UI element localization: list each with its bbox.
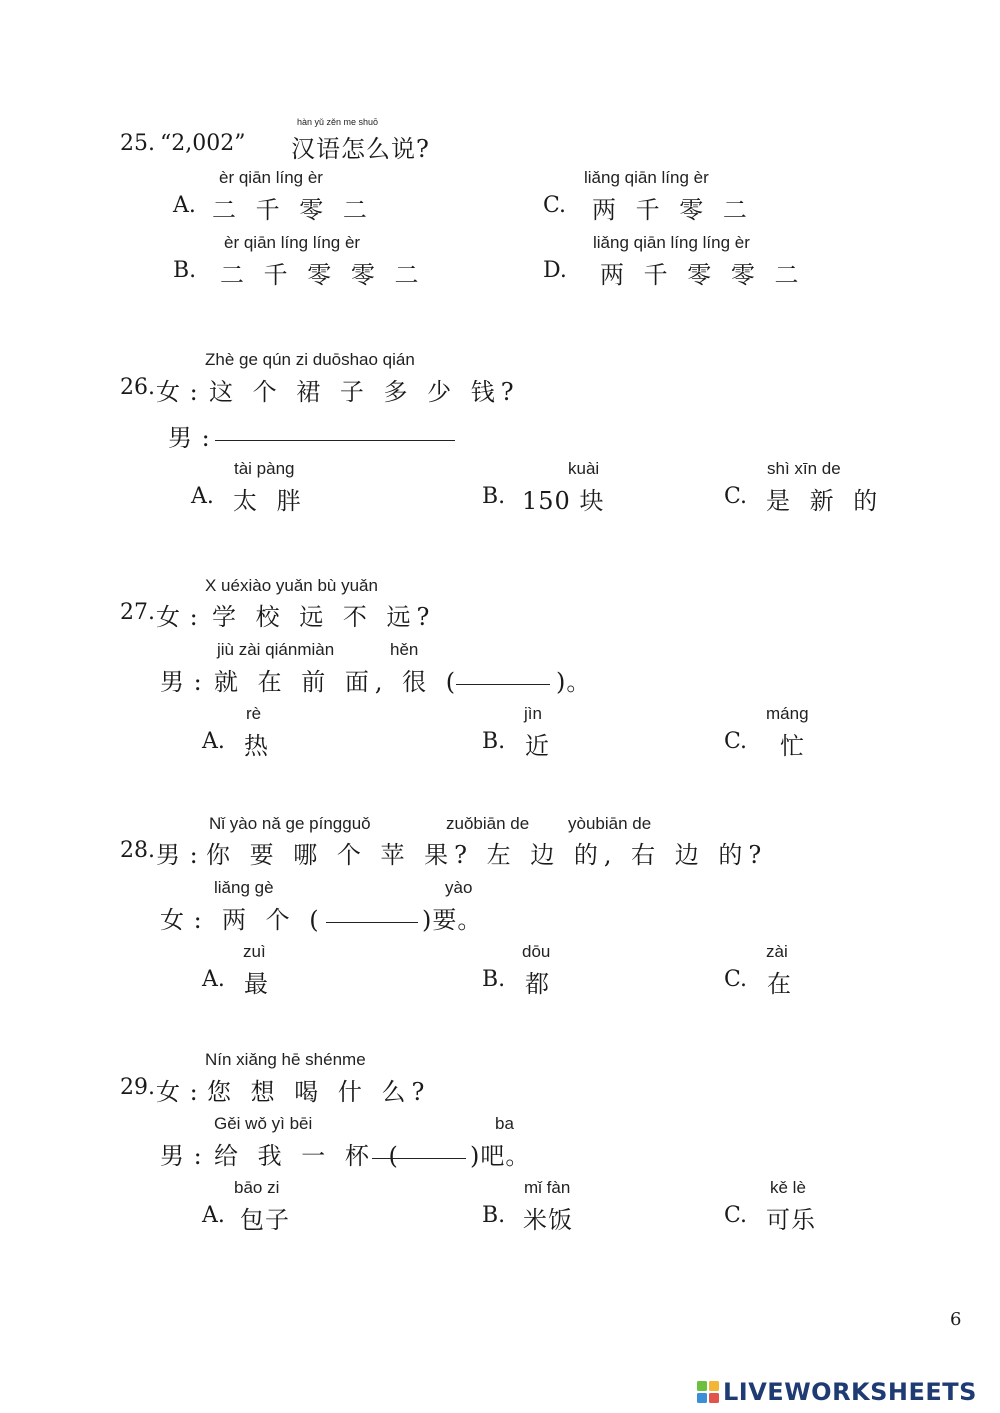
q26-option-b-text[interactable]: 150 块	[522, 487, 605, 515]
q29-line1-pinyin: Nín xiǎng hē shénme	[205, 1050, 366, 1069]
q27-option-c-label[interactable]: C.	[724, 729, 748, 754]
q28-option-a-label[interactable]: A.	[202, 967, 225, 992]
q26-line2-speaker: 男 :	[168, 424, 211, 452]
q26-answer-blank[interactable]	[215, 418, 455, 441]
q25-option-a-label[interactable]: A.	[173, 193, 196, 218]
q26-option-c-text[interactable]: 是 新 的	[766, 487, 884, 515]
q27-option-c-pinyin: máng	[766, 704, 809, 723]
q26-option-b-pinyin: kuài	[568, 459, 600, 478]
q29-line1-speaker: 女 :	[156, 1078, 199, 1106]
q27-option-c-text[interactable]: 忙	[780, 732, 810, 760]
q26-line1-speaker: 女 :	[156, 378, 199, 406]
liveworksheets-badge-icon	[697, 1381, 719, 1403]
q25-option-d-text[interactable]: 两 千 零 零 二	[600, 261, 805, 289]
q28-option-c-label[interactable]: C.	[724, 967, 748, 992]
q26-line1-pinyin: Zhè ge qún zi duōshao qián	[205, 350, 415, 369]
q25-quote: “2,002”	[160, 131, 246, 156]
q25-option-a-pinyin: èr qiān líng èr	[219, 168, 323, 187]
q26-option-a-label[interactable]: A.	[191, 484, 214, 509]
q29-option-b-text[interactable]: 米饭	[523, 1206, 573, 1234]
q27-line2-pinyin-b: hěn	[390, 640, 419, 659]
q25-option-d-pinyin: liǎng qiān líng líng èr	[593, 233, 750, 252]
q25-question-text: 汉语怎么说?	[291, 135, 430, 163]
q28-option-b-label[interactable]: B.	[482, 967, 506, 992]
q27-line2-text-b: )。	[556, 668, 592, 696]
q25-option-c-label[interactable]: C.	[543, 193, 567, 218]
q28-answer-blank[interactable]	[326, 900, 418, 923]
q25-number: 25.	[120, 131, 155, 156]
q27-option-b-text[interactable]: 近	[525, 732, 555, 760]
q25-option-b-label[interactable]: B.	[173, 258, 197, 283]
q26-option-a-pinyin: tài pàng	[234, 459, 295, 478]
page-number: 6	[950, 1309, 962, 1330]
q26-line1-text: 这 个 裙 子 多 少 钱?	[209, 378, 520, 406]
q27-line2-speaker: 男 :	[160, 668, 203, 696]
q29-option-a-label[interactable]: A.	[202, 1203, 225, 1228]
q28-line2-pinyin-a: liǎng gè	[214, 878, 274, 897]
liveworksheets-logo[interactable]	[697, 1378, 977, 1406]
q25-option-b-pinyin: èr qiān líng líng èr	[224, 233, 361, 252]
q29-option-c-label[interactable]: C.	[724, 1203, 748, 1228]
q29-line2-pinyin-a: Gěi wǒ yì bēi	[214, 1114, 313, 1133]
q26-option-c-pinyin: shì xīn de	[767, 459, 841, 478]
q28-option-a-text[interactable]: 最	[244, 970, 274, 998]
q28-line1-speaker: 男 :	[156, 841, 199, 869]
q27-line1-pinyin: X uéxiào yuǎn bù yuǎn	[205, 576, 378, 595]
q27-line1-text: 学 校 远 不 远?	[212, 603, 436, 631]
q29-line2-speaker: 男 :	[160, 1142, 203, 1170]
q27-line2-pinyin-a: jiù zài qiánmiàn	[217, 640, 335, 659]
q27-option-b-label[interactable]: B.	[482, 729, 506, 754]
q28-line1-pinyin-b: zuǒbiān de	[446, 814, 530, 833]
q28-line2-text-a: 两 个 (	[222, 906, 325, 934]
q27-answer-blank[interactable]	[456, 662, 550, 685]
q28-option-b-pinyin: dōu	[522, 942, 551, 961]
q29-option-b-label[interactable]: B.	[482, 1203, 506, 1228]
q29-answer-blank[interactable]	[372, 1136, 466, 1159]
q28-line1-text: 你 要 哪 个 苹 果? 左 边 的, 右 边 的?	[206, 841, 768, 869]
q28-option-c-text[interactable]: 在	[767, 970, 797, 998]
q29-line2-pinyin-b: ba	[495, 1114, 514, 1133]
q28-line1-pinyin-c: yòubiān de	[568, 814, 652, 833]
q25-option-a-text[interactable]: 二 千 零 二	[212, 196, 373, 224]
q27-option-a-text[interactable]: 热	[244, 732, 274, 760]
q28-option-c-pinyin: zài	[766, 942, 788, 961]
q27-option-b-pinyin: jìn	[524, 704, 542, 723]
q27-option-a-label[interactable]: A.	[202, 729, 225, 754]
q29-option-c-text[interactable]: 可乐	[766, 1206, 816, 1234]
q26-option-c-label[interactable]: C.	[724, 484, 748, 509]
q25-option-c-pinyin: liǎng qiān líng èr	[584, 168, 709, 187]
q29-line2-text-b: )吧。	[470, 1142, 531, 1170]
q29-line1-text: 您 想 喝 什 么?	[207, 1078, 431, 1106]
q29-option-a-pinyin: bāo zi	[234, 1178, 280, 1197]
q25-option-b-text[interactable]: 二 千 零 零 二	[220, 261, 425, 289]
q29-number: 29.	[120, 1075, 155, 1100]
q27-option-a-pinyin: rè	[246, 704, 262, 723]
q26-number: 26.	[120, 375, 155, 400]
q27-number: 27.	[120, 600, 155, 625]
q26-option-b-label[interactable]: B.	[482, 484, 506, 509]
q28-line2-speaker: 女 :	[160, 906, 203, 934]
q28-line1-pinyin-a: Nǐ yào nǎ ge píngguǒ	[209, 814, 371, 833]
q27-line1-speaker: 女 :	[156, 603, 199, 631]
liveworksheets-wordmark: LIVEWORKSHEETS	[723, 1378, 977, 1406]
q26-option-a-text[interactable]: 太 胖	[233, 487, 307, 515]
q28-number: 28.	[120, 838, 155, 863]
q28-line2-text-b: )要。	[422, 906, 483, 934]
q25-option-d-label[interactable]: D.	[543, 258, 567, 283]
q28-line2-pinyin-b: yào	[445, 878, 473, 897]
q29-option-a-text[interactable]: 包子	[240, 1206, 290, 1234]
q28-option-a-pinyin: zuì	[243, 942, 266, 961]
q25-option-c-text[interactable]: 两 千 零 二	[592, 196, 753, 224]
q29-line2-text-a: 给 我 一 杯 (	[214, 1142, 404, 1170]
q29-option-c-pinyin: kě lè	[770, 1178, 806, 1197]
q25-pinyin: hàn yǔ zěn me shuō	[297, 117, 379, 127]
q29-option-b-pinyin: mǐ fàn	[524, 1178, 571, 1197]
q28-option-b-text[interactable]: 都	[525, 970, 555, 998]
q27-line2-text-a: 就 在 前 面, 很 (	[214, 668, 462, 696]
